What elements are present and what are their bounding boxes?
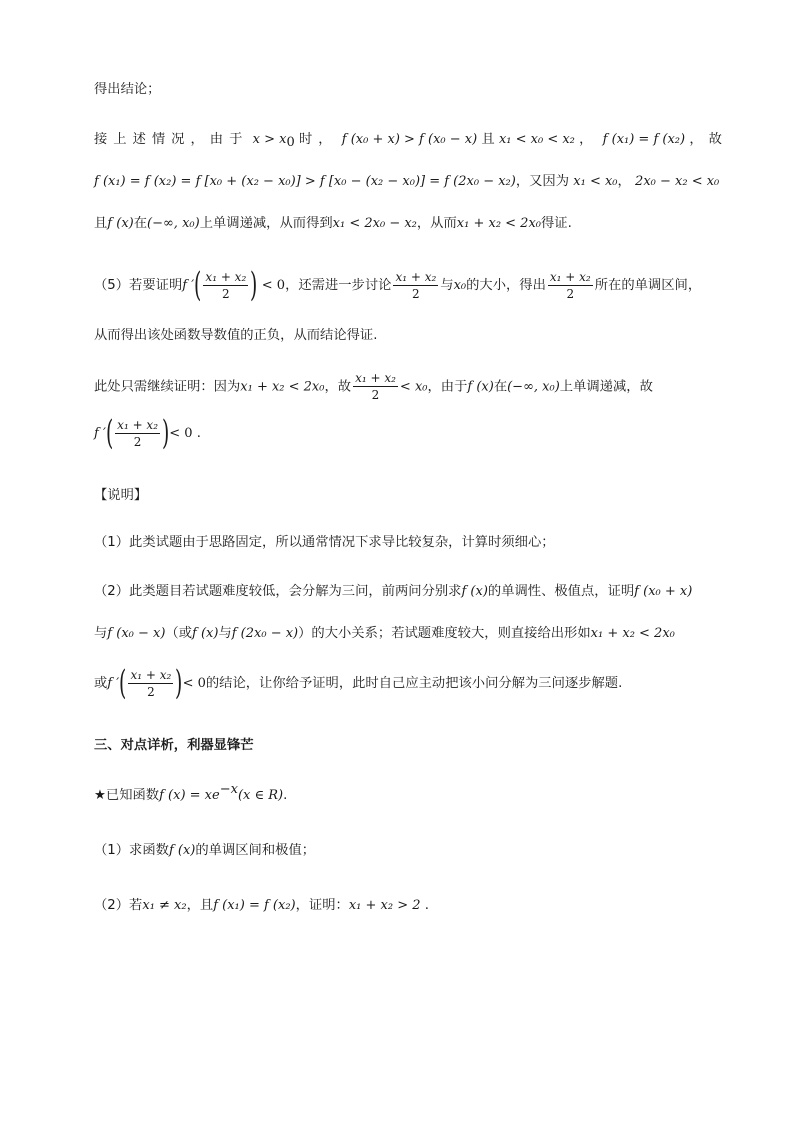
fraction-midpoint: $\frac{\text{x₁ + x₂}}{2}$ (117, 417, 159, 449)
fraction-midpoint: $\frac{\text{x₁ + x₂}}{2}$ (130, 667, 172, 699)
paragraph-conclusion: 得出结论； (94, 82, 161, 97)
fraction-midpoint: $\frac{\text{x₁ + x₂}}{2}$ (549, 269, 591, 301)
formula-derivative-negative: f ′( $\frac{\text{x₁ + x₂}}{2}$ )< 0 . (94, 413, 201, 453)
paragraph-derivative-sign: 从而得出该处函数导数值的正负，从而结论得证. (94, 328, 378, 343)
paragraph-case-analysis: 接上述情况，由于 $x > x_0$ 时， f (x₀ + x) > f (x₀ − x) 且 x₁ < x₀ < x₂ ， f (x₁) = f (x₂) ，故 (94, 132, 728, 150)
note-item-1: （1）此类试题由于思路固定，所以通常情况下求导比较复杂，计算时须细心； (94, 535, 555, 550)
fraction-midpoint: $\frac{\text{x₁ + x₂}}{2}$ (355, 371, 396, 402)
paragraph-monotonic-conclusion: 且f (x)在(−∞, x₀)上单调递减，从而得到x₁ < 2x₀ − x₂，从而x₁ + x₂ < 2x₀得证. (94, 216, 572, 231)
note-item-2-formula: 或f ′( $\frac{\text{x₁ + x₂}}{2}$ )< 0的结论，让你给予证明，此时自己应主动把该小问分解为三问逐步解题. (94, 663, 623, 703)
paragraph-inequality-chain: f (x₁) = f (x₂) = f [x₀ + (x₂ − x₀)] > f [x₀ − (x₂ − x₀)] = f (2x₀ − x₂)，又因为 x₁ < x₀， 2x₀ − x₂ < x₀ (94, 174, 720, 189)
paragraph-item-5: （5）若要证明f ′( $\frac{\text{x₁ + x₂}}{2}$ ) < 0，还需进一步讨论 $\frac{\text{x₁ + x₂}}{2}$ 与x₀的大小，得出 $\frac{\text{x₁ + x₂}}{2}$ 所在的单调区间， (94, 265, 702, 305)
note-item-2: （2）此类题目若试题难度较低，会分解为三问，前两问分别求f (x)的单调性、极值点，证明f (x₀ + x) (94, 584, 693, 599)
note-item-2-cont: 与f (x₀ − x)（或f (x)与f (2x₀ − x)）的大小关系；若试题难度较大，则直接给出形如x₁ + x₂ < 2x₀ (94, 626, 675, 641)
question-1: （1）求函数f (x)的单调区间和极值； (94, 843, 316, 858)
fraction-midpoint: $\frac{\text{x₁ + x₂}}{2}$ (205, 269, 247, 301)
fraction-midpoint: $\frac{\text{x₁ + x₂}}{2}$ (395, 269, 437, 301)
section-heading: 三、对点详析，利器显锋芒 (94, 738, 254, 753)
note-title: 【说明】 (94, 488, 148, 503)
question-2: （2）若x₁ ≠ x₂，且f (x₁) = f (x₂)，证明：x₁ + x₂ > 2 . (94, 898, 429, 913)
paragraph-continue-proof: 此处只需继续证明：因为x₁ + x₂ < 2x₀，故 $\frac{\text{x₁ + x₂}}{2}$ < x₀，由于f (x)在(−∞, x₀)上单调递减，故 (94, 371, 653, 402)
problem-statement: ★已知函数f $(x) = xe^{-x}(x$ ∈ R). (94, 782, 288, 803)
